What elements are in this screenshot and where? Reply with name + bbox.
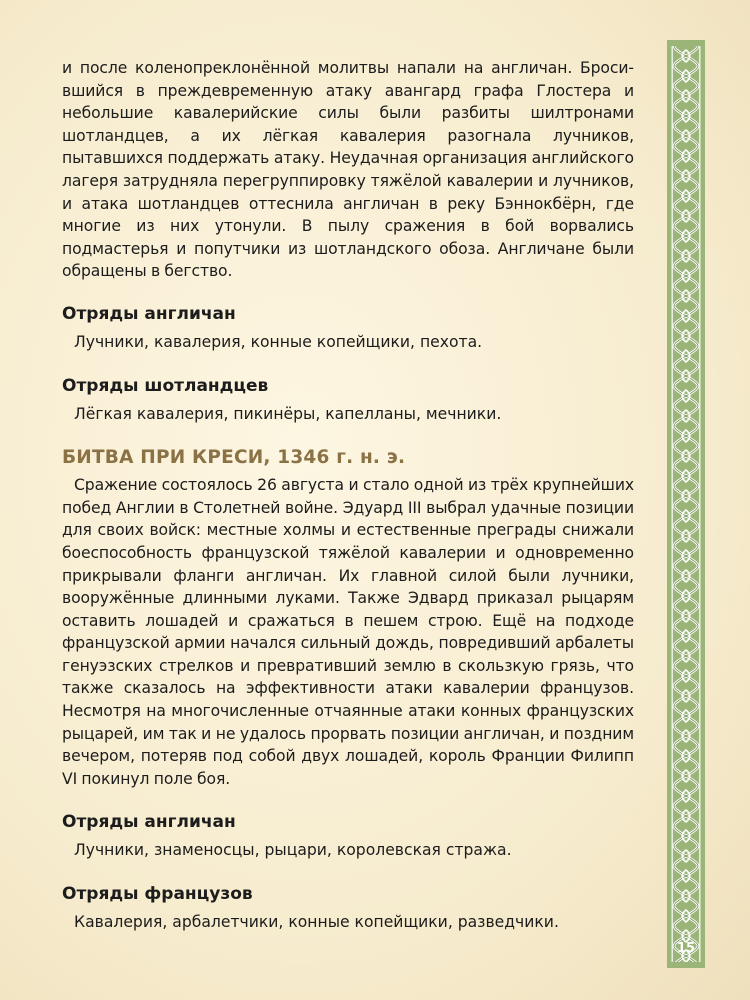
list-scottish-troops: Лёгкая кавалерия, пикинёры, капелланы, мечники.: [74, 404, 502, 423]
heading-scottish-troops: Отряды шотландцев: [62, 375, 269, 396]
list-english-troops-1: Лучники, кавалерия, конные копейщики, пехота.: [74, 332, 483, 351]
page-number: 15: [676, 941, 696, 956]
page-content: [62, 57, 634, 934]
list-french-troops: Кавалерия, арбалетчики, конные копейщики, разведчики.: [74, 913, 559, 932]
list-english-troops-2: Лучники, знаменосцы, рыцари, королевская стража.: [74, 841, 512, 860]
heading-french-troops: Отряды французов: [62, 884, 253, 905]
heading-english-troops-1: Отряды англичан: [62, 303, 236, 324]
decorative-side-band: [667, 40, 705, 968]
celtic-knot-braid-icon: [671, 46, 701, 962]
section-title-crecy: БИТВА ПРИ КРЕСИ, 1346 г. н. э.: [62, 447, 406, 469]
body-paragraph-bannockburn: и после коленопреклонённой молитвы напали на англичан. Бросившийся в преждевременную атаку авангард графа Глостера и небольшие кавалерийские силы были разбиты шилтронами шотландцев, а их лёгкая кавалерия разогнала лучников, пытавшихся поддержать атаку. Неудачная организация английского лагеря затрудняла перегруппировку тяжёлой кавалерии и лучников, и атака шотландцев оттеснила англичан в реку Бэннокбёрн, где многие из них утонули. В пылу сражения в бой ворвались подмастерья и попутчики из шотландского обоза. Англичане были обращены в бегство.: [62, 59, 634, 281]
body-paragraph-crecy: Сражение состоялось 26 августа и стало одной из трёх крупнейших побед Англии в Столетней войне. Эдуард III выбрал удачные позиции для своих войск: местные холмы и естественные преграды снижали боеспособность французской тяжёлой кавалерии и одновременно прикрывали фланги англичан. Их главной силой были лучники, вооружённые длинными луками. Также Эдвард приказал рыцарям оставить лошадей и сражаться в пешем строю. Ещё на подходе французской армии начался сильный дождь, повредивший арбалеты генуэзских стрелков и превративший землю в скользкую грязь, что также сказалось на эффективности атаки кавалерии французов. Несмотря на многочисленные отчаянные атаки конных французских рыцарей, им так и не удалось прорвать позиции англичан, и поздним вечером, потеряв под собой двух лошадей, король Франции Филипп VI покинул поле боя.: [62, 476, 634, 788]
heading-english-troops-2: Отряды англичан: [62, 812, 236, 833]
